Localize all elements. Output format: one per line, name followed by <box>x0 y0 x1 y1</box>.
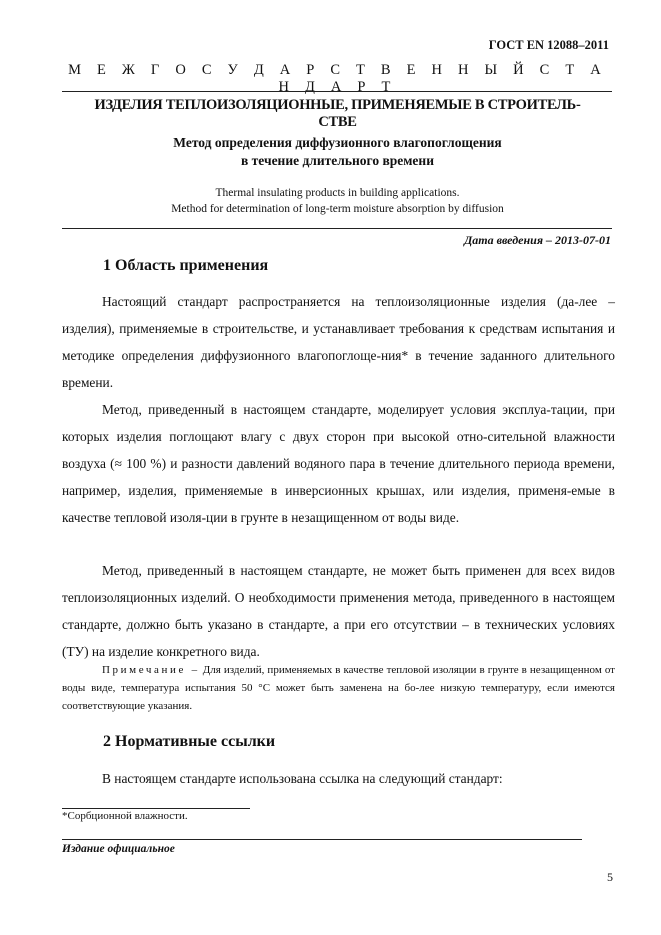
title-rule <box>62 228 612 229</box>
document-subtitle <box>60 134 615 170</box>
note <box>62 661 615 715</box>
footnote-rule <box>62 808 250 809</box>
introduction-date: Дата введения – 2013-07-01 <box>464 233 611 247</box>
section-1-paragraph-1: Настоящий стандарт распространяется на теплоизоляционные изделия (да-лее – изделия), применяемые в строительстве, и устанавливает требования к средствам испытания и методике определения диффузионного влагопоглоще-ния* в течение заданного длительного времени. <box>62 294 615 390</box>
title-line-2: СТВЕ <box>318 114 357 130</box>
section-1-paragraph-2: Метод, приведенный в настоящем стандарте, моделирует условия эксплуа-тации, при которых изделия поглощают влагу с двух сторон при высокой отно-сительной влажности воздуха (≈ 100 %) и разности давлений водяного пара в течение длительного периода времени, например, изделия, применяемые в инверсионных крышах, или изделия, применя-емые в качестве тепловой изоля-ции в грунте в незащищенном от воды виде. <box>62 402 615 525</box>
edition-rule <box>62 839 582 840</box>
document-title <box>60 97 615 131</box>
note-text: Для изделий, применяемых в качестве тепловой изоляции в грунте в незащищенном от воды виде, температура испытания 50 °С может быть заменена на бо-лее низкую температуру, если имеются соответствующие указания. <box>62 664 615 712</box>
footnote: *Сорбционной влажности. <box>62 810 188 822</box>
title-line-1: ИЗДЕЛИЯ ТЕПЛОИЗОЛЯЦИОННЫЕ, ПРИМЕНЯЕМЫЕ В СТРОИТЕЛЬ- <box>94 97 581 113</box>
page-number: 5 <box>607 870 613 884</box>
interstate-standard-label: М Е Ж Г О С У Д А Р С Т В Е Н Н Ы Й С Т А Н Д А Р Т <box>68 62 607 95</box>
english-title <box>60 185 615 217</box>
header-rule <box>62 91 612 92</box>
official-edition-label: Издание официальное <box>62 843 175 855</box>
subtitle-line-1: Метод определения диффузионного влагопоглощения <box>173 135 502 150</box>
note-label: Примечание – <box>102 664 200 676</box>
gost-number: ГОСТ EN 12088–2011 <box>488 38 609 52</box>
english-title-line-1: Thermal insulating products in building applications. <box>215 187 460 199</box>
section-2-heading: 2 Нормативные ссылки <box>103 733 276 750</box>
english-title-line-2: Method for determination of long-term moisture absorption by diffusion <box>171 203 504 215</box>
section-1-paragraph-3: Метод, приведенный в настоящем стандарте, не может быть применен для всех видов теплоизоляционных изделий. О необходимости применения метода, приведенного в настоящем стандарте, должно быть указано в стандарте, а при его отсутствии – в технических условиях (ТУ) на изделие конкретного вида. <box>62 563 615 659</box>
subtitle-line-2: в течение длительного времени <box>241 153 434 168</box>
section-1-heading: 1 Область применения <box>103 257 269 274</box>
section-2-paragraph-1: В настоящем стандарте использована ссылка на следующий стандарт: <box>102 771 503 786</box>
